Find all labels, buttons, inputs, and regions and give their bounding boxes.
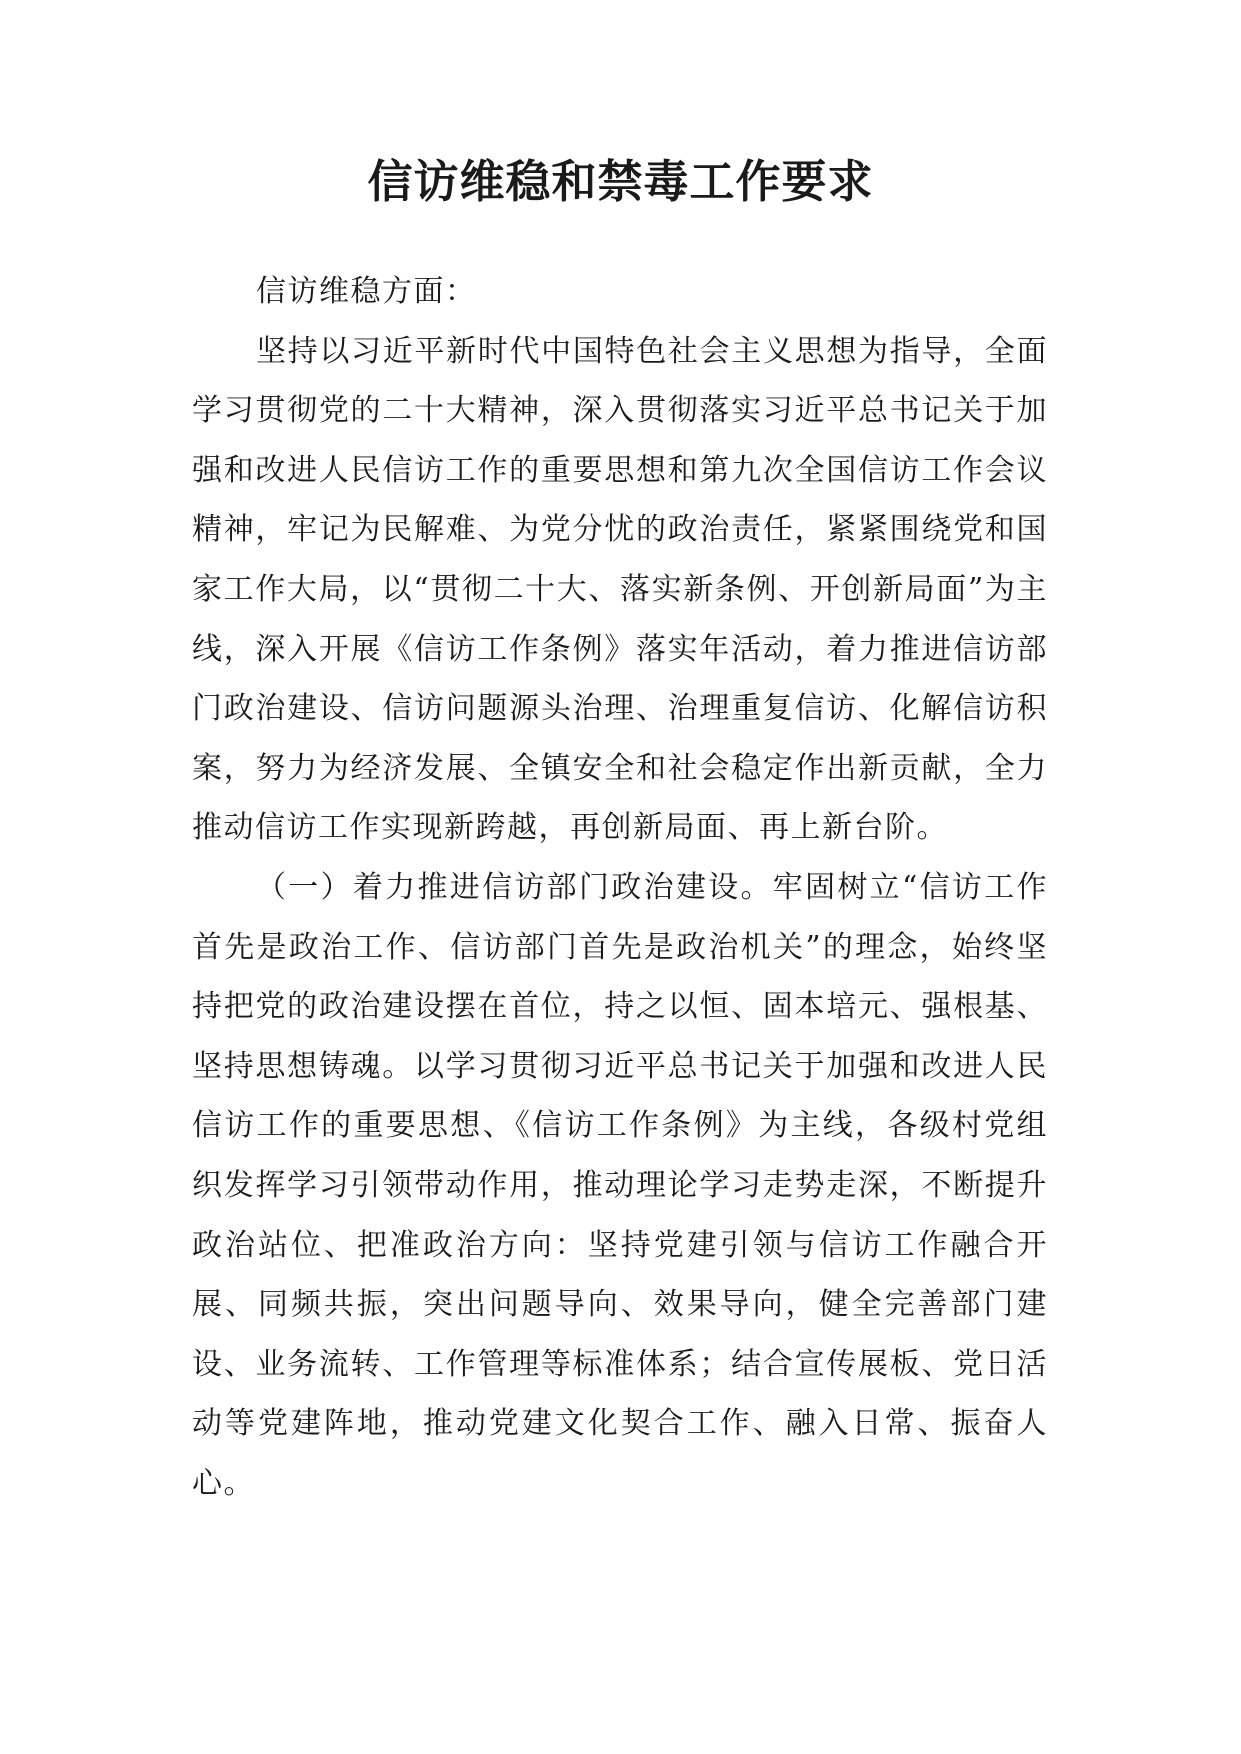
paragraph-political-building: （一）着力推进信访部门政治建设。牢固树立“信访工作首先是政治工作、信访部门首先是政治机关”的理念，始终坚持把党的政治建设摆在首位，持之以恒、固本培元、强根基、坚持思想铸魂。以学习贯彻习近平总书记关于加强和改进人民信访工作的重要思想、《信访工作条例》为主线，各级村党组织发挥学习引领带动作用，推动理论学习走势走深，不断提升政治站位、把准政治方向：坚持党建引领与信访工作融合开展、同频共振，突出问题导向、效果导向，健全完善部门建设、业务流转、工作管理等标准体系；结合宣传展板、党日活动等党建阵地，推动党建文化契合工作、融入日常、振奋人心。: [192, 869, 1048, 1501]
document-title: 信访维稳和禁毒工作要求: [367, 155, 874, 208]
document-body: [192, 262, 1048, 1513]
paragraph-guiding-principle: 坚持以习近平新时代中国特色社会主义思想为指导，全面学习贯彻党的二十大精神，深入贯彻落实习近平总书记关于加强和改进人民信访工作的重要思想和第九次全国信访工作会议精神，牢记为民解难、为党分忧的政治责任，紧紧围绕党和国家工作大局，以“贯彻二十大、落实新条例、开创新局面”为主线，深入开展《信访工作条例》落实年活动，着力推进信访部门政治建设、信访问题源头治理、治理重复信访、化解信访积案，努力为经济发展、全镇安全和社会稳定作出新贡献，全力推动信访工作实现新跨越，再创新局面、再上新台阶。: [192, 333, 1048, 846]
section-heading: 信访维稳方面：: [256, 274, 477, 309]
